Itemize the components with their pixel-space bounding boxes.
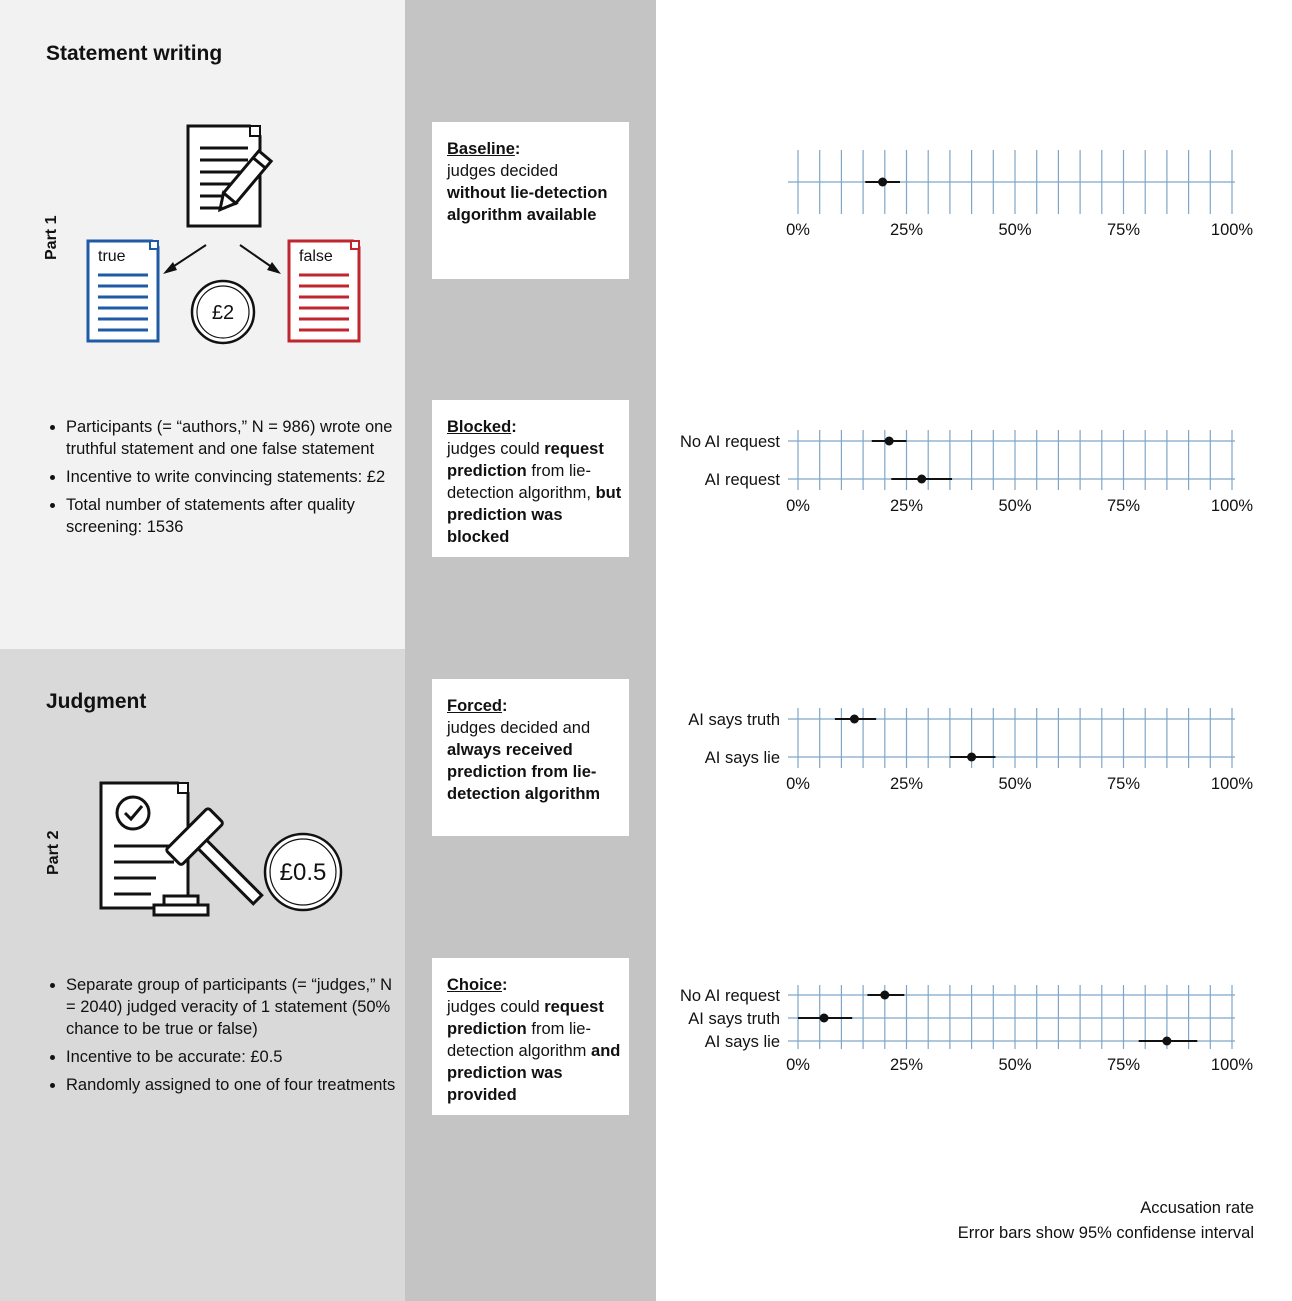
- treatment-emphasis: request prediction: [447, 998, 604, 1038]
- blocked-plot: [660, 420, 1280, 530]
- data-point: [917, 475, 926, 484]
- data-point: [885, 437, 894, 446]
- axis-title-note: Accusation rate: [1140, 1199, 1254, 1217]
- treatment-forced-box: [432, 679, 629, 836]
- treatment-emphasis: without lie-detection algorithm available: [447, 184, 608, 224]
- tick-label: 100%: [1210, 1056, 1254, 1074]
- tick-label: 25%: [889, 775, 924, 793]
- true-label: true: [98, 248, 126, 265]
- bullet-incentive: • Incentive to write convincing statements: £2: [66, 466, 396, 488]
- treatment-text: judges decided: [447, 162, 559, 180]
- arrow-right-icon: [240, 245, 281, 274]
- treatment-emphasis-2: and prediction was provided: [447, 1042, 621, 1104]
- data-point: [820, 1014, 829, 1023]
- judgment-illustration: [96, 778, 351, 923]
- data-point: [878, 178, 887, 187]
- tick-label: 50%: [998, 221, 1032, 239]
- chart-choice: [660, 975, 1280, 1085]
- part2-bullets: [46, 974, 396, 1102]
- tick-label: 25%: [889, 497, 924, 515]
- row-label: AI says truth: [688, 1010, 780, 1028]
- row-label: No AI request: [680, 433, 780, 451]
- tick-label: 25%: [889, 1056, 924, 1074]
- row-label: AI request: [704, 471, 780, 489]
- tick-label: 75%: [1106, 775, 1141, 793]
- treatment-text: judges decided and: [447, 719, 591, 737]
- tick-label: 0%: [786, 221, 810, 239]
- baseline-plot: [660, 140, 1280, 250]
- part2-label: Part 2: [45, 830, 62, 875]
- false-label: false: [299, 248, 333, 265]
- bullet-accuracy-incentive: • Incentive to be accurate: £0.5: [66, 1046, 396, 1068]
- tick-label: 75%: [1106, 221, 1141, 239]
- chart-baseline: [660, 140, 1280, 250]
- chart-blocked: [660, 420, 1280, 530]
- data-point: [880, 991, 889, 1000]
- tick-label: 75%: [1106, 497, 1141, 515]
- tick-label: 50%: [998, 1056, 1032, 1074]
- coin-amount: £2: [211, 302, 235, 324]
- data-point: [850, 715, 859, 724]
- choice-plot: [660, 975, 1280, 1085]
- row-label: No AI request: [680, 987, 780, 1005]
- treatment-title: Choice:: [447, 976, 508, 994]
- treatment-text: judges could: [447, 440, 540, 458]
- treatment-text: judges could: [447, 998, 540, 1016]
- part1-bullets: [46, 416, 396, 544]
- row-label: AI says truth: [688, 711, 780, 729]
- treatment-title: Forced:: [447, 697, 508, 715]
- tick-label: 100%: [1210, 497, 1254, 515]
- treatment-choice-box: [432, 958, 629, 1115]
- arrow-left-icon: [163, 245, 206, 274]
- part1-label: Part 1: [43, 215, 60, 260]
- treatment-blocked-box: [432, 400, 629, 557]
- tick-label: 75%: [1106, 1056, 1141, 1074]
- treatment-title: Blocked:: [447, 418, 517, 436]
- tick-label: 0%: [786, 775, 810, 793]
- tick-label: 50%: [998, 497, 1032, 515]
- bullet-random-assignment: • Randomly assigned to one of four treatments: [66, 1074, 396, 1096]
- tick-label: 50%: [998, 775, 1032, 793]
- data-point: [1162, 1037, 1171, 1046]
- treatment-text-2: from lie-detection algorithm,: [447, 462, 591, 502]
- chart-forced: [660, 698, 1280, 808]
- tick-label: 25%: [889, 221, 924, 239]
- treatment-title: Baseline:: [447, 140, 521, 158]
- treatment-emphasis: request prediction: [447, 440, 604, 480]
- row-label: AI says lie: [704, 1033, 780, 1051]
- part1-heading: Statement writing: [46, 42, 223, 65]
- tick-label: 100%: [1210, 775, 1254, 793]
- row-label: AI says lie: [704, 749, 780, 767]
- bullet-total: • Total number of statements after quality screening: 1536: [66, 494, 396, 538]
- data-point: [967, 753, 976, 762]
- forced-plot: [660, 698, 1280, 808]
- tick-label: 0%: [786, 1056, 810, 1074]
- tick-label: 100%: [1210, 221, 1254, 239]
- coin-amount: £0.5: [279, 859, 327, 886]
- document-pencil-icon: [188, 126, 271, 226]
- treatment-text-2: from lie-detection algorithm: [447, 1020, 591, 1060]
- bullet-judges: • Separate group of participants (= “judges,” N = 2040) judged veracity of 1 statement (50% chance to be true or false): [66, 974, 396, 1040]
- treatment-emphasis-2: but prediction was blocked: [447, 484, 622, 546]
- part2-heading: Judgment: [46, 690, 147, 713]
- treatment-baseline-box: [432, 122, 629, 279]
- treatment-emphasis: always received prediction from lie-detection algorithm: [447, 741, 601, 803]
- tick-label: 0%: [786, 497, 810, 515]
- bullet-authors: • Participants (= “authors,” N = 986) wrote one truthful statement and one false statement: [66, 416, 396, 460]
- error-bar-note: Error bars show 95% confidense interval: [957, 1224, 1254, 1242]
- statement-writing-illustration: [80, 120, 380, 360]
